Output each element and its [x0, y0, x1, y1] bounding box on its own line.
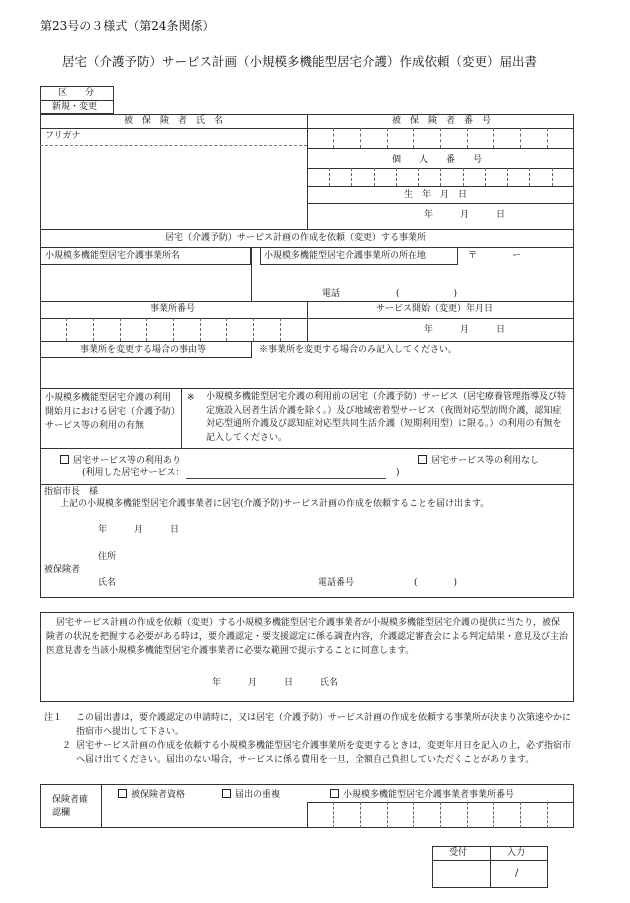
service-start-value[interactable]: 年 月 日 — [424, 325, 506, 335]
office-number-checkbox[interactable] — [330, 789, 339, 798]
prior-service-note: 小規模多機能型居宅介護の利用前の居宅（介護予防）サービス（居宅療養管理指導及び特定施設入居者生活介護を除く。）及び地域密着型サービス（夜間対応型訪問介護，認知症対応型通所介護及び認知症対応型共同生活介護（短期利用型）に限る。）の利用の有無を記入してください。 — [206, 392, 567, 443]
office-number-check-label: 小規模多機能型居宅介護事業者事業所番号 — [343, 790, 515, 800]
name-label: 氏名 — [98, 578, 117, 588]
personal-number-field[interactable] — [308, 169, 573, 185]
declaration-date[interactable]: 年 月 日 — [98, 525, 180, 535]
check-item-office-number[interactable] — [330, 789, 514, 800]
service-start-label: サービス開始（変更）年月日 — [376, 304, 494, 314]
change-reason-field[interactable] — [41, 359, 573, 387]
qualification-label: 被保険者資格 — [131, 790, 186, 800]
option-used-detail-label: (利用した居宅サービス： — [82, 468, 185, 478]
office-phone-field[interactable]: ( ) — [396, 289, 458, 299]
insured-number-label: 被 保 険 者 番 号 — [392, 116, 492, 126]
insured-name-field[interactable] — [41, 146, 306, 228]
note2-mark: ２ — [62, 741, 72, 751]
input-slash[interactable]: / — [515, 868, 519, 879]
option-used-label: 居宅サービス等の利用あり — [73, 456, 182, 466]
category-value[interactable]: 新規・変更 — [52, 102, 98, 112]
furigana-label: フリガナ — [45, 131, 81, 141]
birthdate-value[interactable]: 年 月 日 — [424, 210, 506, 220]
office-number-field[interactable] — [41, 319, 306, 340]
address-label: 住所 — [98, 552, 117, 562]
office-number-label: 事業所番号 — [150, 304, 196, 314]
phone-number-label: 電話番号 — [318, 578, 355, 588]
form-number: 第23号の３様式（第24条関係） — [40, 19, 215, 33]
option-used-checkbox[interactable] — [60, 455, 69, 464]
office-address-field[interactable] — [260, 266, 573, 286]
option-used[interactable] — [60, 455, 181, 466]
addressee: 指宿市長 様 — [44, 487, 99, 497]
option-used-close: ) — [396, 468, 400, 478]
consent-date-name[interactable]: 年 月 日 氏名 — [212, 678, 339, 688]
office-phone-label: 電話 — [322, 289, 341, 299]
office-name-label: 小規模多機能型居宅介護事業所名 — [45, 251, 181, 261]
check-item-duplicate[interactable] — [222, 789, 280, 800]
office-address-label: 小規模多機能型居宅介護事業所の所在地 — [264, 251, 427, 261]
note2: 居宅サービス計画の作成を依頼する小規模多機能型居宅介護事業所を変更するときは，変更年月日を記入の上，必ず指宿市へ届け出てください。届出のない場合，サービスに係る費用を一旦，全額自己負担していただくことがあります。 — [76, 741, 572, 765]
postal-dash: ー — [512, 251, 522, 261]
change-reason-note: ※事業所を変更する場合のみ記入してください。 — [259, 345, 458, 355]
page-title: 居宅（介護予防）サービス計画（小規模多機能型居宅介護）作成依頼（変更）届出書 — [62, 54, 538, 69]
category-label: 区 分 — [58, 88, 95, 98]
received-stamp-field[interactable] — [433, 861, 489, 887]
qualification-checkbox[interactable] — [118, 789, 127, 798]
insured-label: 被保険者 — [44, 565, 81, 575]
insurer-check-label: 保険者確認欄 — [52, 795, 89, 818]
phone-number-field[interactable]: ( ) — [414, 578, 458, 588]
duplicate-checkbox[interactable] — [222, 789, 231, 798]
prior-service-label: 小規模多機能型居宅介護の利用開始月における居宅（介護予防）サービス等の利用の有無 — [45, 393, 176, 431]
duplicate-label: 届出の重複 — [235, 790, 281, 800]
change-reason-label: 事業所を変更する場合の事由等 — [80, 345, 207, 355]
option-not-used[interactable] — [418, 455, 539, 466]
consent-text: 居宅サービス計画の作成を依頼（変更）する小規模多機能型居宅介護事業者が小規模多機能型居宅介護の提供に当たり，被保険者の状況を把握する必要がある時は，要介護認定・要支援認定に係る調査内容，介護認定審査会による判定結果・意見及び主治医意見書を当該小規模多機能型居宅介護事業者に必要な範囲で提示することに同意します。 — [46, 618, 569, 656]
note1: この届出書は，要介護認定の申請時に，又は居宅（介護予防）サービス計画の作成を依頼する事業所が決まり次第速やかに指宿市へ提出して下さい。 — [76, 713, 572, 737]
option-not-used-label: 居宅サービス等の利用なし — [431, 456, 540, 466]
birthdate-label: 生 年 月 日 — [404, 190, 468, 200]
postal-mark: 〒 — [468, 251, 478, 261]
declaration-text: 上記の小規模多機能型居宅介護事業者に居宅(介護予防)サービス計画の作成を依頼することを届け出ます。 — [60, 499, 490, 509]
input-label: 入力 — [507, 848, 526, 858]
insured-name-label: 被 保 険 者 氏 名 — [124, 116, 224, 126]
check-item-qualification[interactable] — [118, 789, 185, 800]
office-name-field[interactable] — [41, 266, 250, 300]
personal-number-label: 個 人 番 号 — [392, 155, 483, 165]
note1-mark: 注１ — [44, 713, 63, 723]
prior-service-note-mark: ※ — [187, 393, 195, 403]
office-section-label: 居宅（介護予防）サービス計画の作成を依頼（変更）する事業所 — [165, 233, 427, 243]
insured-number-field[interactable] — [308, 129, 573, 147]
option-not-used-checkbox[interactable] — [418, 455, 427, 464]
option-used-detail-field[interactable] — [186, 478, 386, 479]
received-label: 受付 — [449, 848, 468, 858]
